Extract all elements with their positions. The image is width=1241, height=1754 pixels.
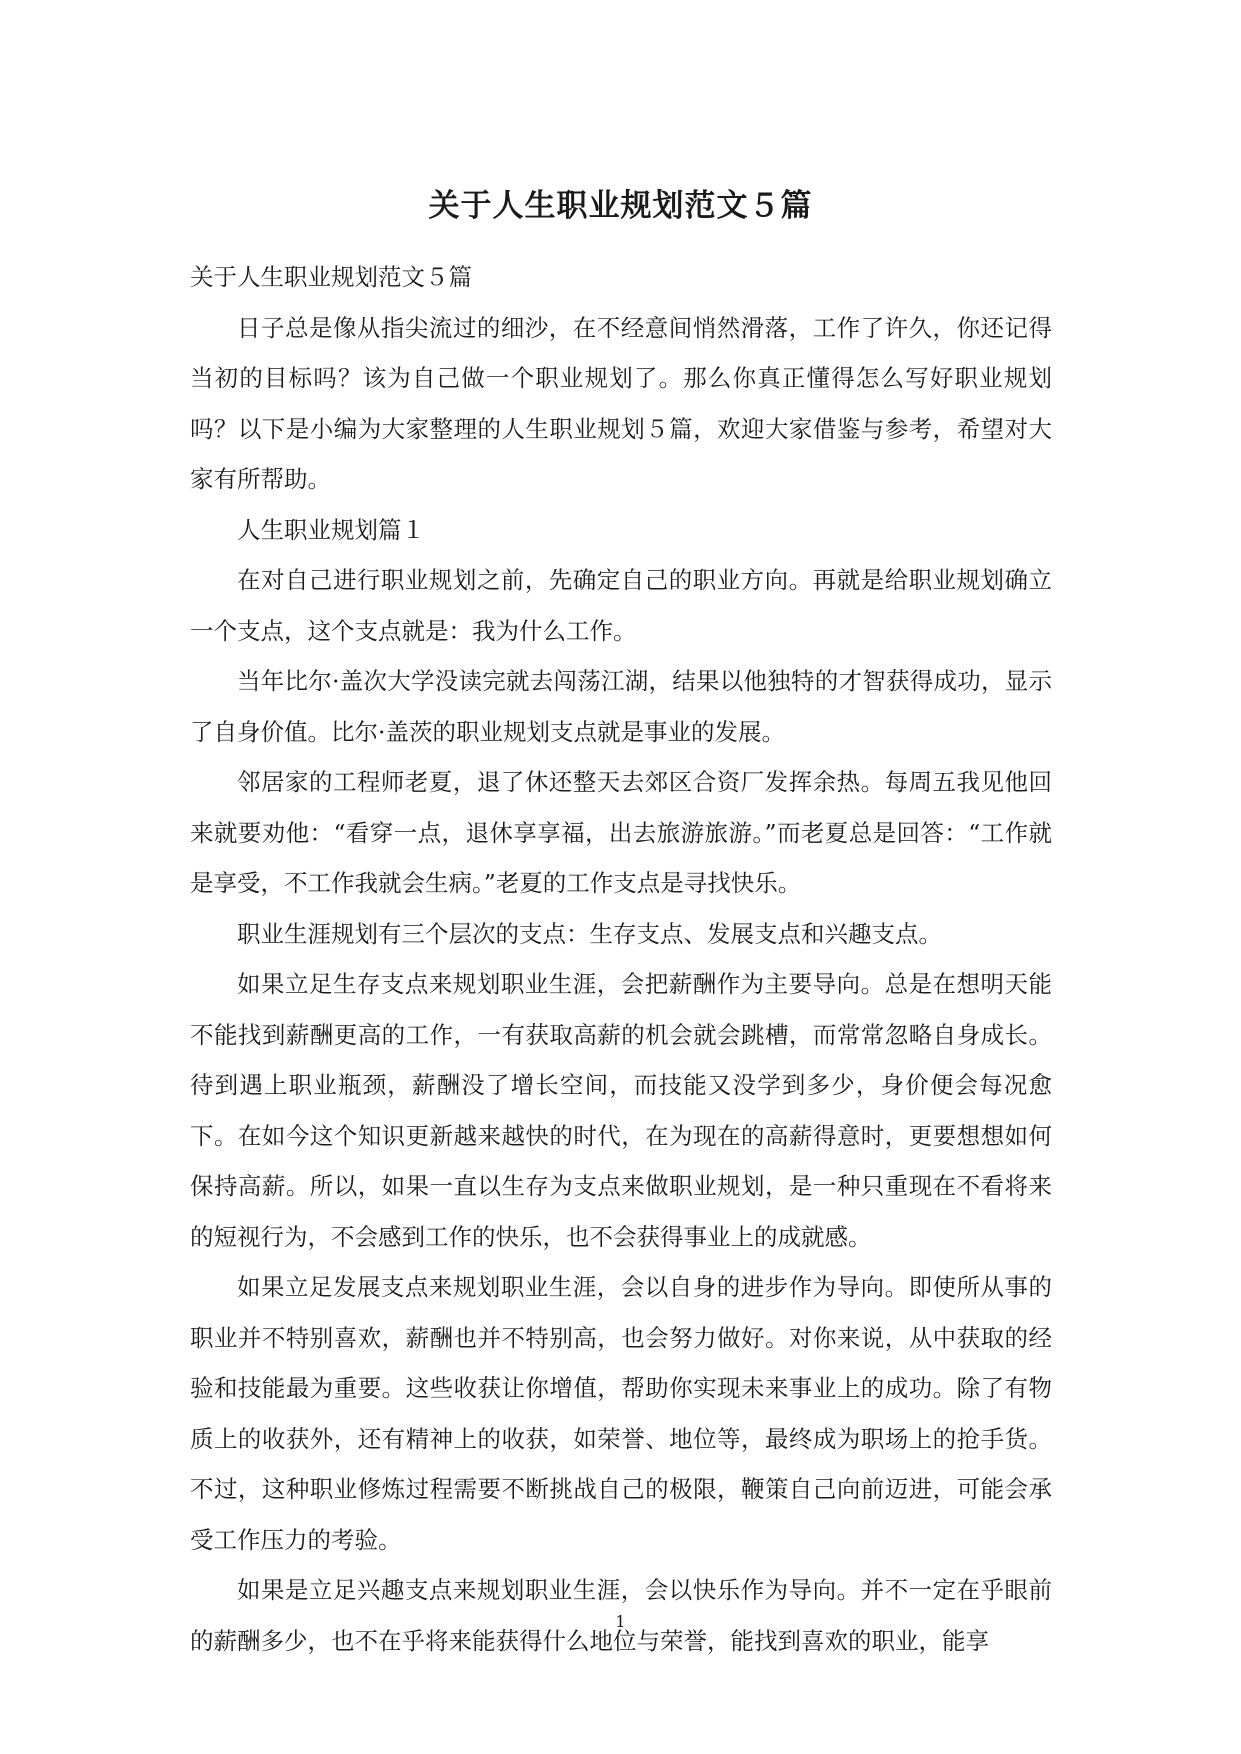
paragraph: 在对自己进行职业规划之前，先确定自己的职业方向。再就是给职业规划确立一个支点，这个支点就是：我为什么工作。	[190, 566, 1052, 645]
paragraph: 如果立足生存支点来规划职业生涯，会把薪酬作为主要导向。总是在想明天能不能找到薪酬更高的工作，一有获取高薪的机会就会跳槽，而常常忽略自身成长。待到遇上职业瓶颈，薪酬没了增长空间，而技能又没学到多少，身价便会每况愈下。在如今这个知识更新越来越快的时代，在为现在的高薪得意时，更要想想如何保持高薪。所以，如果一直以生存为支点来做职业规划，是一种只重现在不看将来的短视行为，不会感到工作的快乐，也不会获得事业上的成就感。	[190, 970, 1052, 1251]
paragraph-subtitle: 关于人生职业规划范文５篇	[190, 263, 472, 291]
paragraph: 如果是立足兴趣支点来规划职业生涯，会以快乐作为导向。并不一定在乎眼前的薪酬多少，也不在乎将来能获得什么地位与荣誉，能找到喜欢的职业，能享	[190, 1576, 1052, 1655]
paragraph: 当年比尔·盖次大学没读完就去闯荡江湖，结果以他独特的才智获得成功，显示了自身价值。比尔·盖茨的职业规划支点就是事业的发展。	[190, 667, 1052, 746]
paragraph: 如果立足发展支点来规划职业生涯，会以自身的进步作为导向。即使所从事的职业并不特别喜欢，薪酬也并不特别高，也会努力做好。对你来说，从中获取的经验和技能最为重要。这些收获让你增值，帮助你实现未来事业上的成功。除了有物质上的收获外，还有精神上的收获，如荣誉、地位等，最终成为职场上的抢手货。不过，这种职业修炼过程需要不断挑战自己的极限，鞭策自己向前迈进，可能会承受工作压力的考验。	[190, 1273, 1052, 1554]
section-heading: 人生职业规划篇１	[237, 515, 425, 544]
document-title: 关于人生职业规划范文５篇	[428, 188, 813, 224]
paragraph: 职业生涯规划有三个层次的支点：生存支点、发展支点和兴趣支点。	[237, 919, 942, 948]
page-number: 1	[615, 1612, 626, 1631]
paragraph: 邻居家的工程师老夏，退了休还整天去郊区合资厂发挥余热。每周五我见他回来就要劝他：“看穿一点，退休享享福，出去旅游旅游。”而老夏总是回答：“工作就是享受，不工作我就会生病。”老夏的工作支点是寻找快乐。	[190, 768, 1052, 897]
paragraph-intro: 日子总是像从指尖流过的细沙，在不经意间悄然滑落，工作了许久，你还记得当初的目标吗？该为自己做一个职业规划了。那么你真正懂得怎么写好职业规划吗？以下是小编为大家整理的人生职业规划５篇，欢迎大家借鉴与参考，希望对大家有所帮助。	[190, 313, 1052, 493]
document-body	[190, 252, 1052, 1666]
